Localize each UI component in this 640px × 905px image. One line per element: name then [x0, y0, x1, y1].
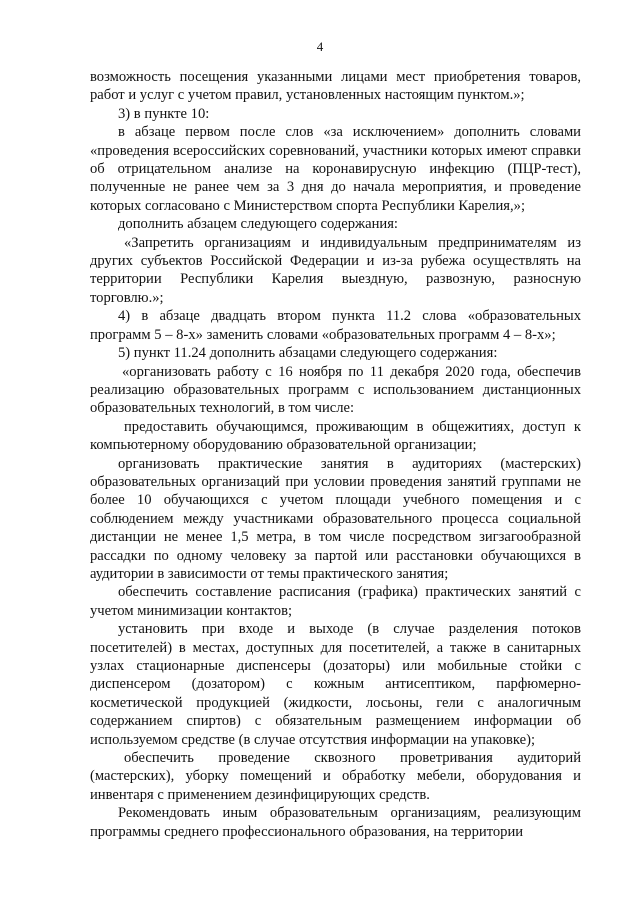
- paragraph-12: установить при входе и выходе (в случае разделения потоков посетителей) в местах, доступных для посетителей, а также в санитарных узлах стационарные диспенсеры (дозаторы) или мобильные стойки с диспенсером (дозатором) с кожным антисептиком, парфюмерно-косметической продукцией (жидкости, лосьоны, гели с аналогичным содержанием спиртов) с обязательным размещением информации об используемом средстве (в случае отсутствия информации на упаковке);: [90, 621, 581, 748]
- paragraph-5: «Запретить организациям и индивидуальным предпринимателям из других субъектов Российской Федерации и из-за рубежа осуществлять на территории Республики Карелия выездную, развозную, разносную торговлю.»;: [90, 234, 581, 306]
- paragraph-2: 3) в пункте 10:: [118, 105, 210, 122]
- paragraph-10: организовать практические занятия в аудиториях (мастерских) образовательных организаций при условии проведения занятий группами не более 10 обучающихся с учетом площади учебного помещения и с соблюдением между участниками образовательного процесса социальной дистанции не менее 1,5 метра, в том числе посредством зигзагообразной рассадки по одному человеку за партой или расстановки обучающихся в аудитории в зависимости от темы практического занятия;: [90, 455, 581, 582]
- paragraph-8: «организовать работу с 16 ноября по 11 декабря 2020 года, обеспечив реализацию образовательных программ с использованием дистанционных образовательных технологий, в том числе:: [90, 363, 581, 417]
- page-number: 4: [316, 39, 324, 54]
- paragraph-9: предоставить обучающимся, проживающим в общежитиях, доступ к компьютерному оборудованию образовательной организации;: [90, 418, 581, 454]
- paragraph-3: в абзаце первом после слов «за исключением» дополнить словами «проведения всероссийских соревнований, участники которых имеют справки об отрицательном анализе на коронавирусную инфекцию (ПЦР-тест), полученные не ранее чем за 3 дня до начала мероприятия, и проведение которых согласовано с Министерством спорта Республики Карелия,»;: [90, 124, 581, 214]
- paragraph-6: 4) в абзаце двадцать втором пункта 11.2 слова «образовательных программ 5 – 8-х» заменить словами «образовательных программ 4 – 8-х»;: [90, 308, 581, 343]
- paragraph-7: 5) пункт 11.24 дополнить абзацами следующего содержания:: [118, 345, 498, 362]
- paragraph-4: дополнить абзацем следующего содержания:: [118, 216, 398, 233]
- paragraph-14: Рекомендовать иным образовательным организациям, реализующим программы среднего профессионального образования, на территории: [90, 805, 581, 840]
- paragraph-13: обеспечить проведение сквозного проветривания аудиторий (мастерских), уборку помещений и обработку мебели, оборудования и инвентаря с применением дезинфицирующих средств.: [90, 750, 581, 803]
- document-body: [90, 68, 581, 841]
- paragraph-1: возможность посещения указанными лицами мест приобретения товаров, работ и услуг с учетом правил, установленных настоящим пунктом.»;: [90, 69, 581, 104]
- paragraph-11: обеспечить составление расписания (графика) практических занятий с учетом минимизации контактов;: [90, 584, 581, 619]
